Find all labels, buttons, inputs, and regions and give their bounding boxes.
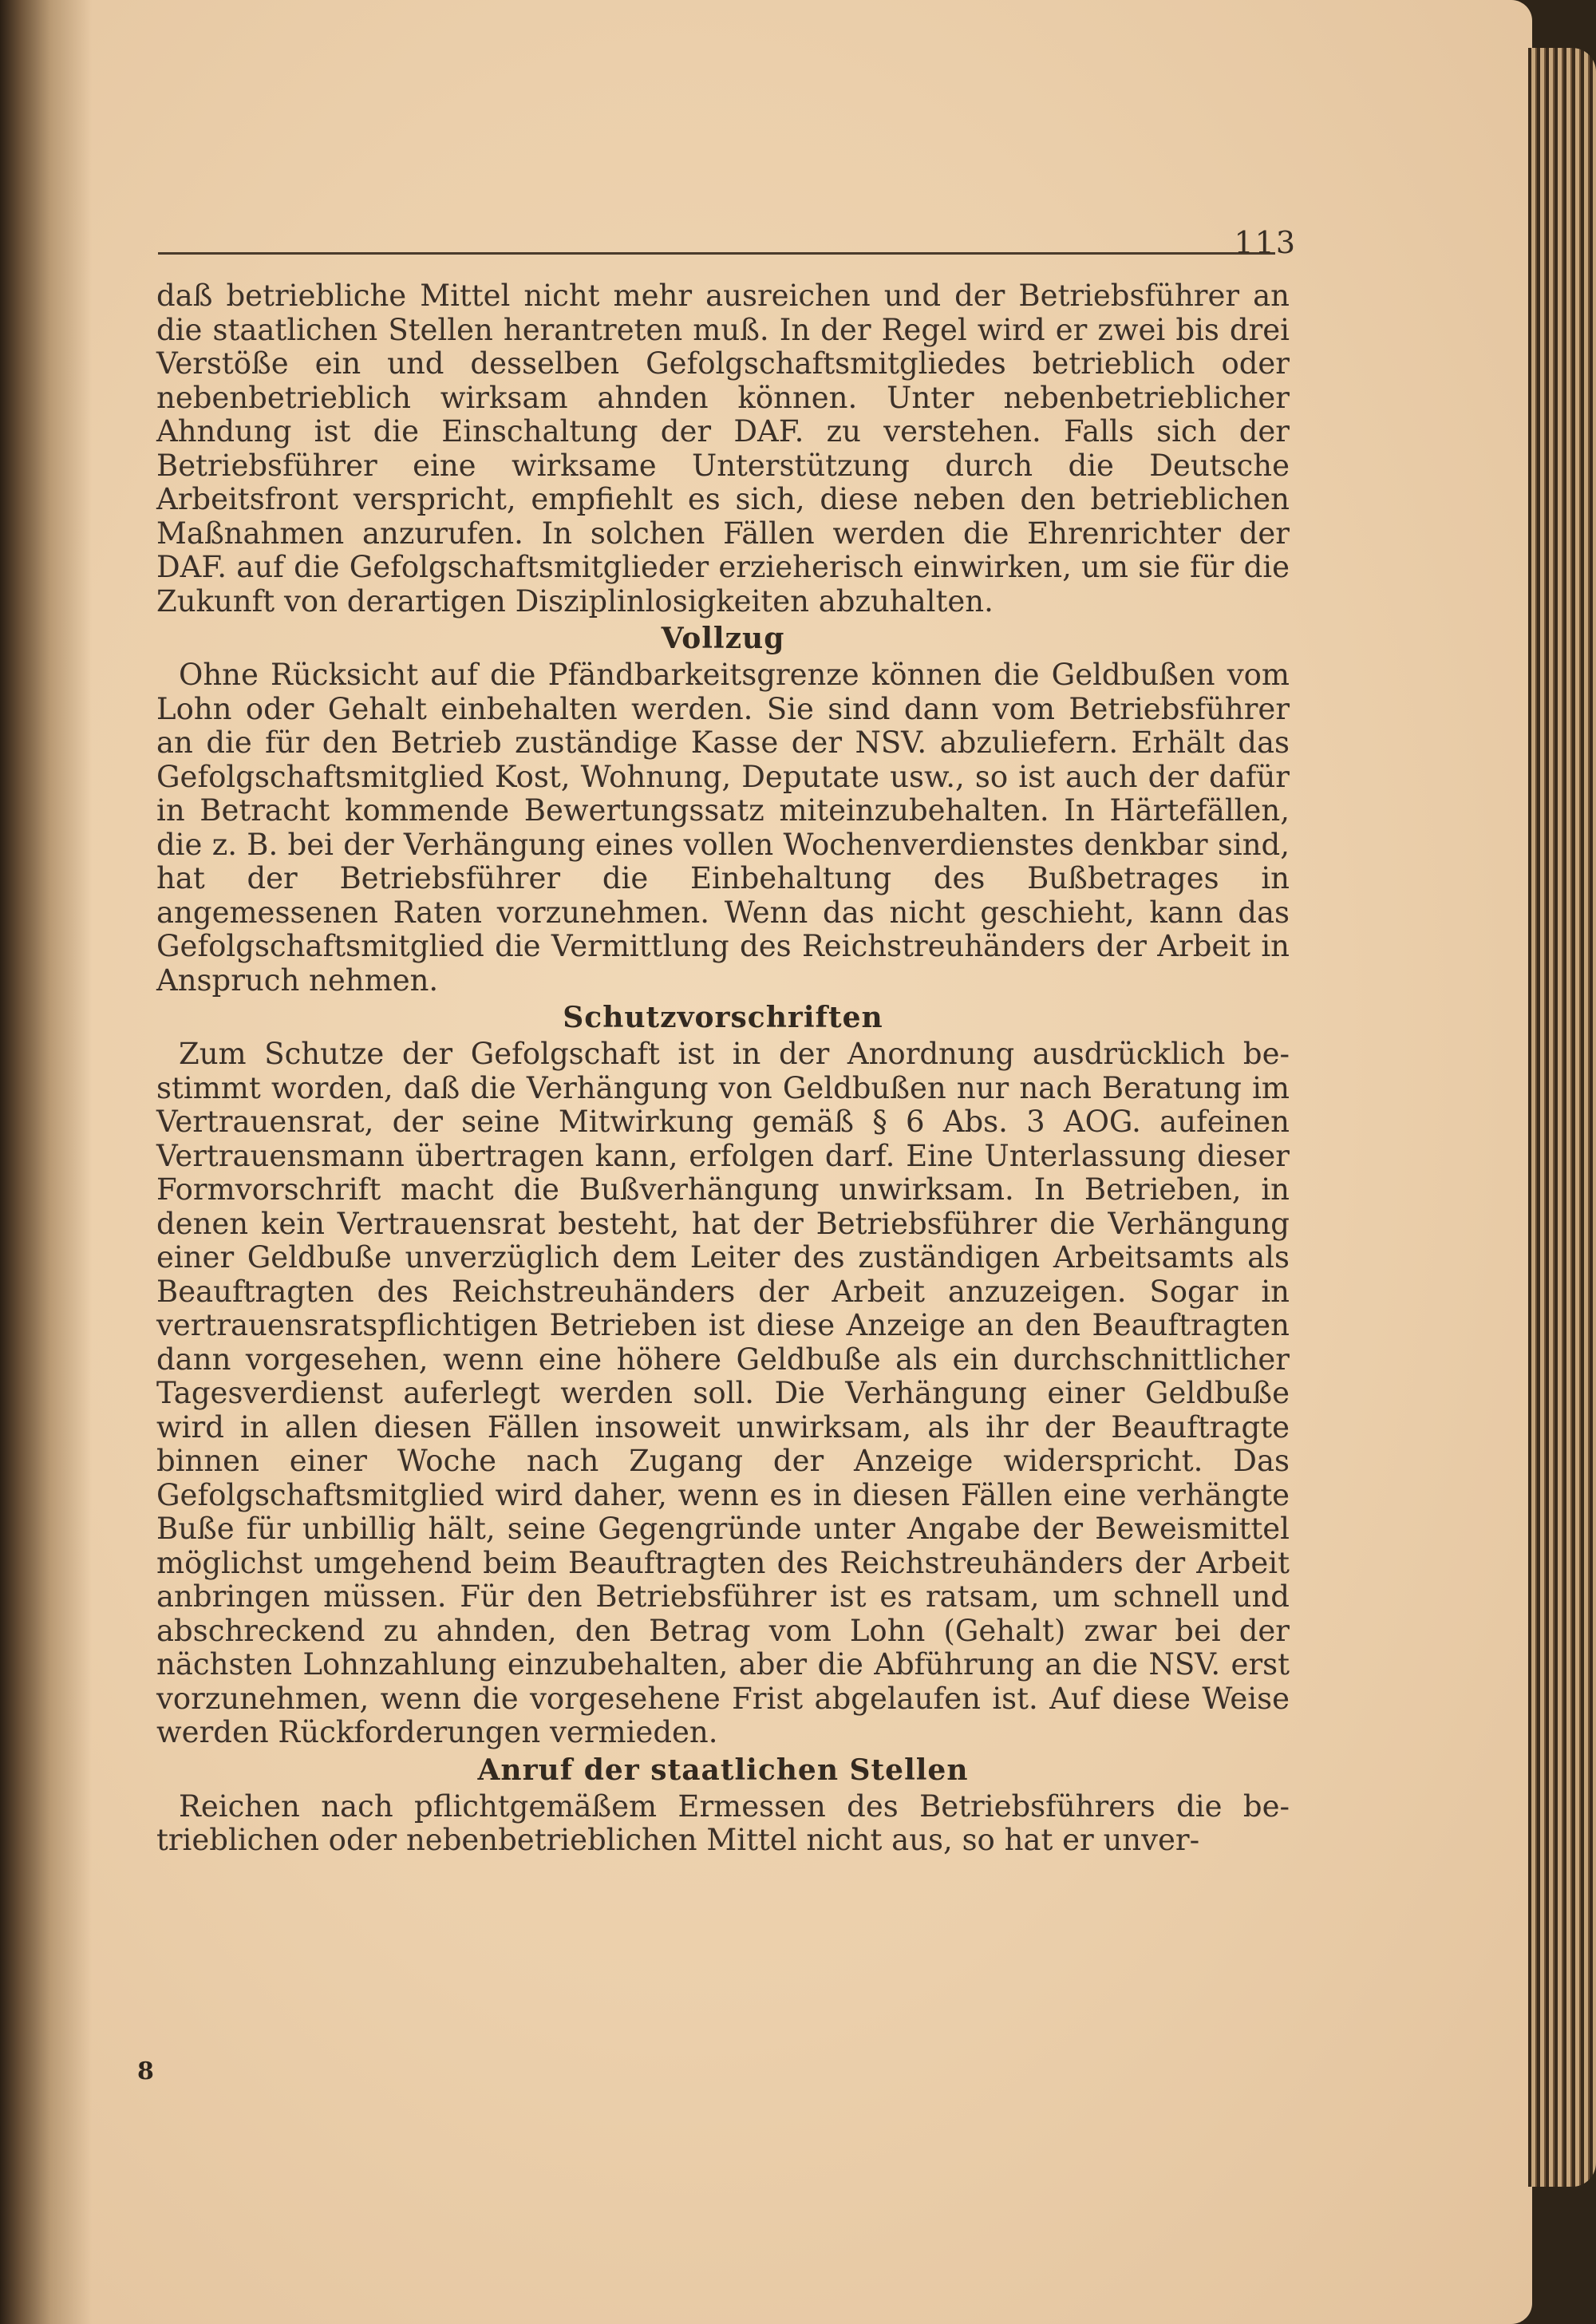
paragraph-intro: daß betriebliche Mittel nicht mehr ausreichen und der Betriebsführer an die staatlichen Stellen herantreten muß. In der Regel wird er zwei bis drei Verstöße ein und desselben Gefolgschaftsmitgliedes betrieblich oder nebenbetrieblich wirksam ahnden können. Unter nebenbetrieblicher Ahndung ist die Einschaltung der DAF. zu verstehen. Falls sich der Betriebsführer eine wirksame Unterstützung durch die Deutsche Arbeitsfront verspricht, empfiehlt es sich, diese neben den betrieblichen Maßnahmen anzurufen. In solchen Fällen werden die Ehrenrichter der DAF. auf die Gefolgschaftsmitglieder erzieherisch einwirken, um sie für die Zukunft von derartigen Disziplinlosigkeiten abzuhalten. [156,279,1290,619]
paragraph-vollzug: Ohne Rücksicht auf die Pfändbarkeitsgrenze können die Geldbußen vom Lohn oder Gehalt einbehalten werden. Sie sind dann vom Betriebsführer an die für den Betrieb zuständige Kasse der NSV. abzuliefern. Erhält das Gefolgschaftsmitglied Kost, Wohnung, Deputate usw., so ist auch der dafür in Betracht kommende Bewertungssatz miteinzubehalten. In Härtefällen, die z. B. bei der Verhängung eines vollen Wochenverdienstes denkbar sind, hat der Betriebsführer die Einbehaltung des Bußbetrages in angemessenen Raten vorzunehmen. Wenn das nicht geschieht, kann das Gefolgschaftsmitglied die Vermittlung des Reichstreuhänders der Arbeit in Anspruch nehmen. [156,658,1290,998]
page-edges [1528,48,1596,2187]
paragraph-schutzvorschriften: Zum Schutze der Gefolgschaft ist in der Anordnung ausdrücklich bestimmt worden, daß die Verhängung von Geldbußen nur nach Beratung im Vertrauensrat, der seine Mitwirkung gemäß § 6 Abs. 3 AOG. aufeinen Vertrauensmann übertragen kann, erfolgen darf. Eine Unterlassung dieser Formvorschrift macht die Bußverhängung unwirksam. In Betrieben, in denen kein Vertrauensrat besteht, hat der Betriebsführer die Verhängung einer Geldbuße unverzüglich dem Leiter des zuständigen Arbeitsamts als Beauftragten des Reichstreuhänders der Arbeit anzuzeigen. Sogar in vertrauensratspflichtigen Betrieben ist diese Anzeige an den Beauftragten dann vorgesehen, wenn eine höhere Geldbuße als ein durchschnittlicher Tagesverdienst auferlegt werden soll. Die Verhängung einer Geldbuße wird in allen diesen Fällen insoweit unwirksam, als ihr der Beauftragte binnen einer Woche nach Zugang der Anzeige widerspricht. Das Gefolgschaftsmitglied wird daher, wenn es in diesen Fällen eine verhängte Buße für unbillig hält, seine Gegengründe unter Angabe der Beweismittel möglichst umgehend beim Beauftragten des Reichstreuhänders der Arbeit anbringen müssen. Für den Betriebsführer ist es ratsam, um schnell und abschreckend zu ahnden, den Betrag vom Lohn (Gehalt) zwar bei der nächsten Lohnzahlung einzubehalten, aber die Abführung an die NSV. erst vorzunehmen, wenn die vorgesehene Frist abgelaufen ist. Auf diese Weise werden Rückforderungen vermieden. [156,1037,1290,1749]
heading-vollzug: Vollzug [661,622,785,655]
heading-anruf: Anruf der staatlichen Stellen [477,1753,969,1787]
page-number: 113 [1234,225,1297,260]
signature-mark: 8 [137,2057,154,2085]
header-rule [158,252,1275,255]
book-gutter [0,0,92,2324]
paragraph-anruf: Reichen nach pflichtgemäßem Ermessen des Betriebsführers die betrieblichen oder nebenbetrieblichen Mittel nicht aus, so hat er unver- [156,1788,1290,1857]
heading-schutzvorschriften: Schutzvorschriften [563,1001,883,1034]
body-text [156,279,1290,1858]
